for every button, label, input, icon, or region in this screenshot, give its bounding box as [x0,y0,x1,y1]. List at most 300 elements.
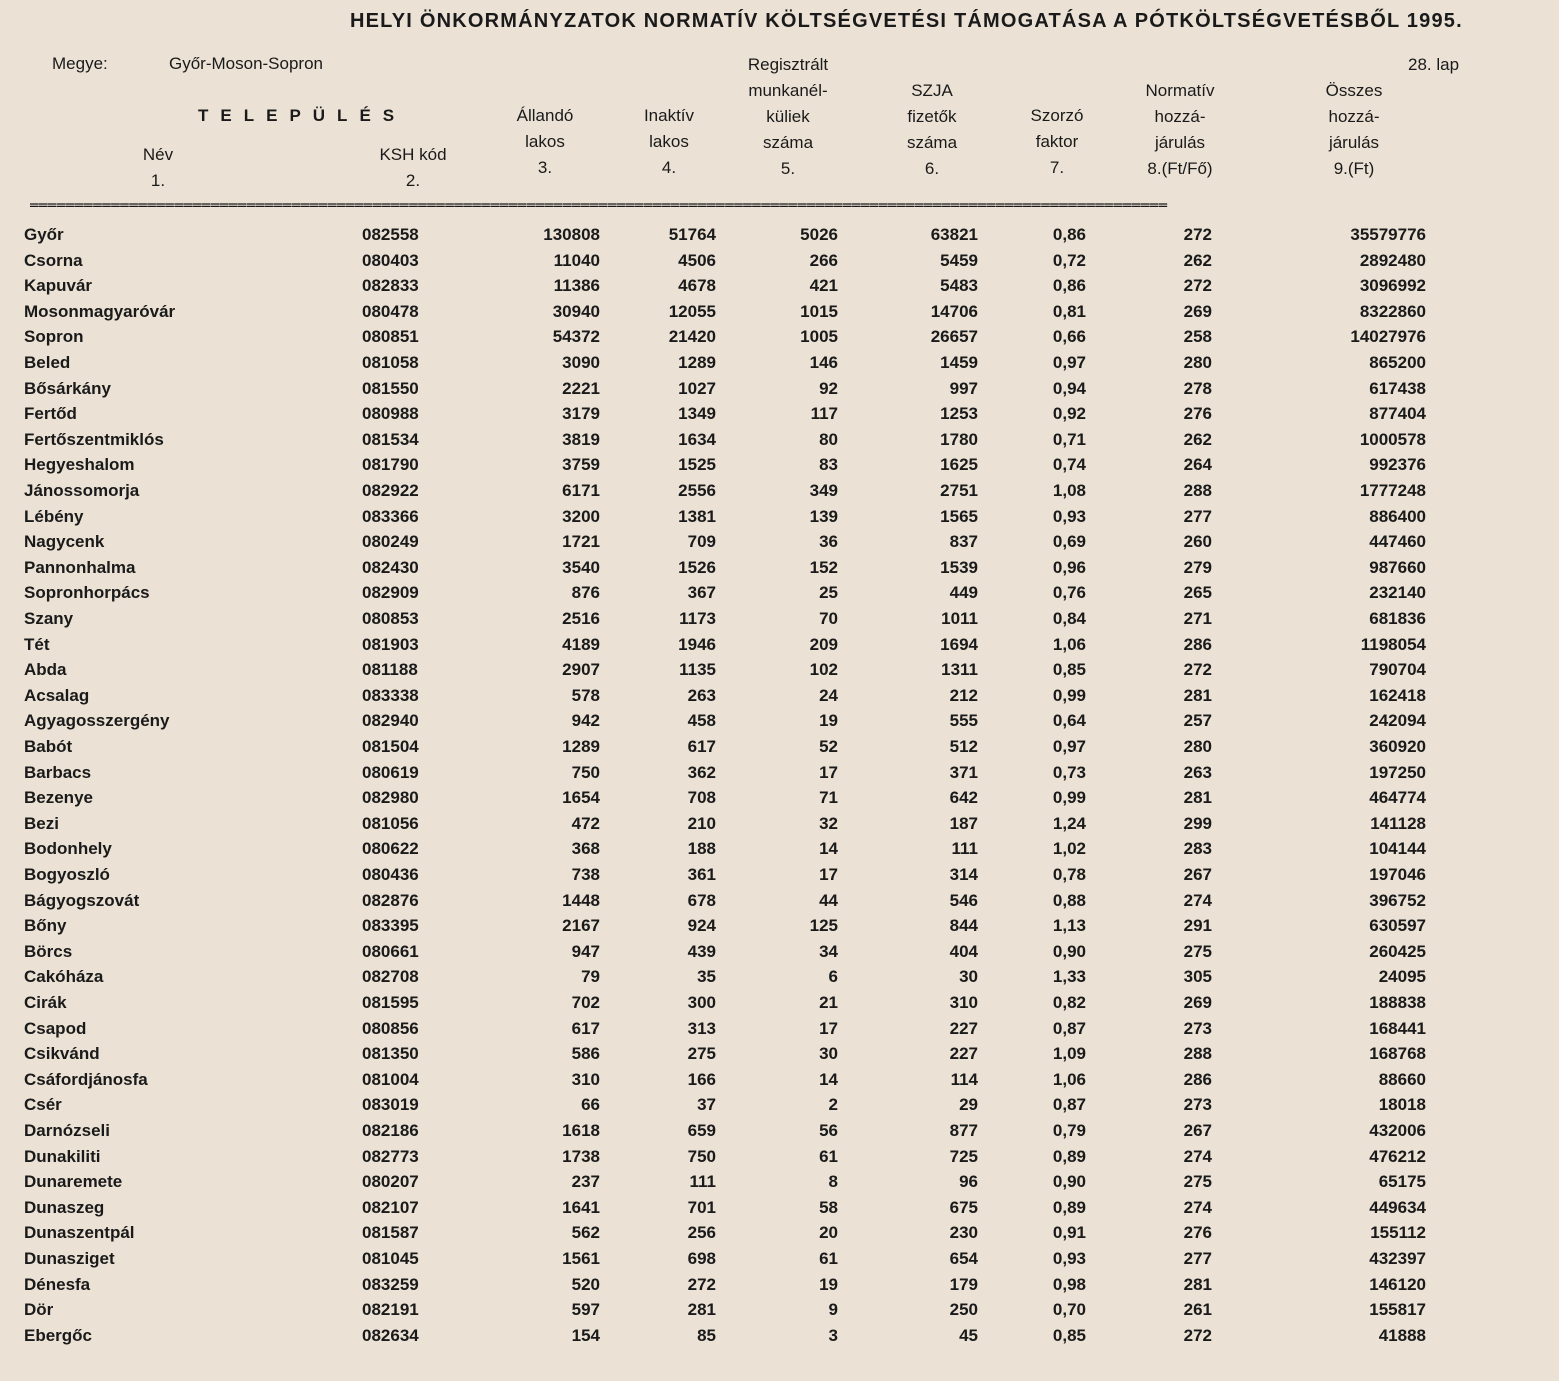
cell-col1: Nagycenk [24,532,105,552]
cell-col7: 0,89 [1052,1146,1086,1166]
cell-col4: 1349 [678,404,716,424]
cell-col9: 65175 [1378,1172,1426,1192]
cell-col3: 947 [571,941,600,961]
cell-col5: 61 [819,1146,838,1166]
table-row [0,225,1559,251]
header-col6-line: száma [906,133,958,152]
cell-col3: 237 [571,1172,600,1192]
cell-col3: 597 [571,1300,600,1320]
header-col9 [1304,78,1404,182]
cell-col9: 24095 [1378,967,1426,987]
page-number: 28. lap [1408,55,1460,74]
cell-col1: Cakóháza [24,967,104,987]
cell-col1: Csorna [24,250,83,270]
table-row [0,532,1559,558]
cell-col2: 081534 [362,429,419,449]
cell-col7: 0,93 [1052,1249,1086,1268]
cell-col3: 562 [571,1223,600,1243]
cell-col3: 11040 [553,250,600,270]
table-row [0,1044,1559,1070]
cell-col4: 1634 [678,429,716,449]
cell-col1: Bogyoszló [24,865,110,884]
cell-col7: 0,64 [1052,711,1086,731]
cell-col5: 80 [819,429,838,449]
cell-col8: 274 [1183,1146,1212,1166]
cell-col7: 1,24 [1052,813,1086,833]
cell-col3: 1561 [562,1249,600,1268]
table-row [0,251,1559,277]
cell-col9: 992376 [1369,455,1426,475]
header-col4-line: Inaktív [643,106,695,125]
cell-col9: 1777248 [1359,481,1426,500]
cell-col2: 083019 [362,1095,419,1115]
cell-col7: 0,98 [1052,1274,1086,1294]
cell-col4: 708 [687,788,716,808]
cell-col5: 209 [809,634,838,654]
table-row [0,276,1559,302]
cell-col6: 1253 [940,404,978,424]
cell-col8: 274 [1183,1197,1212,1217]
header-col1 [128,142,188,194]
table-row [0,865,1559,891]
cell-col9: 865200 [1369,353,1426,372]
county-label: Megye: [52,54,108,73]
cell-col3: 1289 [562,737,600,756]
cell-col7: 1,13 [1052,916,1086,936]
cell-col4: 281 [687,1300,716,1320]
cell-col8: 281 [1183,788,1212,808]
header-col1-line: Név [142,145,174,164]
table-row [0,1070,1559,1096]
table-row [0,1147,1559,1173]
cell-col4: 1526 [678,557,716,577]
cell-col6: 837 [949,532,978,552]
cell-col8: 288 [1183,481,1212,500]
cell-col2: 081587 [362,1223,419,1243]
cell-col5: 17 [819,1018,838,1038]
cell-col1: Csáfordjánosfa [24,1069,148,1089]
cell-col9: 360920 [1369,737,1426,756]
cell-col6: 14706 [930,301,978,321]
cell-col3: 154 [571,1325,600,1345]
cell-col2: 083338 [362,685,419,705]
table-row [0,916,1559,942]
cell-col9: 232140 [1369,583,1426,603]
cell-col6: 30 [959,967,978,987]
table-row [0,737,1559,763]
header-col3 [500,103,590,181]
table-row [0,814,1559,840]
cell-col5: 32 [819,813,838,833]
table-row [0,507,1559,533]
cell-col1: Dunaremete [24,1172,123,1192]
cell-col1: Mosonmagyaróvár [24,301,176,321]
cell-col6: 654 [949,1249,978,1268]
cell-col8: 272 [1183,225,1212,244]
cell-col3: 520 [571,1274,600,1294]
cell-col6: 2751 [940,481,978,500]
cell-col3: 702 [571,993,600,1012]
cell-col6: 1780 [940,429,978,449]
cell-col7: 0,71 [1052,429,1086,449]
cell-col7: 0,96 [1052,557,1086,577]
cell-col9: 886400 [1369,506,1426,526]
table-row [0,1095,1559,1121]
cell-col2: 082107 [362,1197,419,1217]
cell-col4: 4678 [678,276,716,296]
cell-col2: 082191 [362,1300,419,1320]
cell-col1: Dör [24,1300,54,1320]
cell-col5: 117 [810,404,838,424]
cell-col6: 114 [950,1069,978,1089]
cell-col3: 2167 [562,916,600,936]
cell-col9: 242094 [1369,711,1426,731]
table-row [0,1121,1559,1147]
cell-col3: 368 [571,839,600,859]
cell-col2: 082430 [362,557,419,577]
cell-col5: 92 [819,378,838,398]
cell-col6: 675 [949,1197,978,1217]
cell-col1: Darnózseli [24,1121,110,1140]
cell-col8: 273 [1183,1095,1212,1115]
cell-col1: Agyagosszergény [24,711,170,731]
cell-col4: 51764 [668,225,716,244]
cell-col1: Jánossomorja [24,481,140,500]
cell-col7: 0,70 [1052,1300,1086,1320]
cell-col4: 362 [687,762,716,782]
header-col8 [1130,78,1230,182]
cell-col3: 1654 [562,788,600,808]
header-col4-line: 4. [661,158,677,177]
cell-col4: 458 [687,711,716,731]
cell-col7: 0,87 [1052,1018,1086,1038]
cell-col3: 472 [571,813,600,833]
cell-col8: 269 [1183,993,1212,1012]
cell-col5: 152 [809,557,838,577]
cell-col7: 0,90 [1052,1172,1086,1192]
cell-col6: 26657 [930,327,978,347]
cell-col2: 081550 [362,378,419,398]
cell-col4: 275 [687,1044,716,1064]
header-col7-line: 7. [1049,158,1065,177]
table-row [0,558,1559,584]
cell-col1: Sopron [24,327,84,347]
cell-col3: 617 [571,1018,600,1038]
header-col5 [730,52,846,182]
cell-col5: 17 [819,865,838,884]
cell-col5: 36 [819,532,838,552]
cell-col7: 0,66 [1052,327,1086,347]
header-col6-line: fizetők [907,107,957,126]
header-col8-line: járulás [1154,133,1206,152]
cell-col8: 271 [1183,609,1212,628]
cell-col7: 0,85 [1052,660,1086,680]
table-row [0,1249,1559,1275]
cell-col8: 262 [1183,250,1212,270]
cell-col9: 476212 [1369,1146,1426,1166]
cell-col4: 1946 [678,634,716,654]
cell-col7: 1,09 [1052,1044,1086,1064]
cell-col1: Fertőszentmiklós [24,429,164,449]
cell-col7: 1,33 [1052,967,1086,987]
cell-col4: 678 [687,890,716,910]
cell-col8: 283 [1183,839,1212,859]
cell-col8: 262 [1183,429,1212,449]
cell-col7: 0,91 [1052,1223,1086,1243]
cell-col4: 272 [687,1274,716,1294]
cell-col8: 261 [1183,1300,1212,1320]
header-col6 [882,78,982,182]
cell-col7: 0,79 [1052,1121,1086,1140]
cell-col8: 286 [1183,634,1212,654]
cell-col4: 21420 [668,327,716,347]
cell-col9: 1000578 [1359,429,1426,449]
cell-col5: 2 [828,1095,838,1115]
cell-col9: 14027976 [1350,327,1426,347]
cell-col7: 1,02 [1052,839,1086,859]
cell-col6: 1539 [940,557,978,577]
table-row [0,302,1559,328]
cell-col5: 20 [819,1223,838,1243]
cell-col6: 5459 [940,250,978,270]
cell-col1: Tét [24,634,50,654]
table-row [0,660,1559,686]
cell-col2: 081056 [362,813,419,833]
cell-col9: 155817 [1369,1300,1426,1320]
cell-col2: 082634 [362,1325,419,1345]
cell-col4: 188 [687,839,716,859]
table-row [0,481,1559,507]
cell-col6: 179 [949,1274,978,1294]
cell-col3: 1448 [562,890,600,910]
cell-col5: 21 [819,993,838,1012]
cell-col2: 080853 [362,609,419,628]
table-row [0,353,1559,379]
cell-col4: 1173 [679,609,716,628]
cell-col5: 125 [809,916,838,936]
cell-col6: 45 [959,1325,978,1345]
cell-col3: 2516 [562,609,600,628]
cell-col8: 275 [1183,941,1212,961]
cell-col2: 081058 [362,353,419,372]
cell-col1: Beled [24,353,71,372]
cell-col3: 130808 [543,225,600,244]
cell-col3: 876 [571,583,600,603]
cell-col5: 14 [819,1069,838,1089]
cell-col9: 447460 [1369,532,1426,552]
cell-col3: 2221 [562,378,600,398]
cell-col2: 081188 [362,660,418,680]
cell-col8: 281 [1183,685,1212,705]
cell-col5: 349 [809,481,838,500]
cell-col4: 210 [687,813,716,833]
cell-col1: Csapod [24,1018,87,1038]
cell-col3: 1721 [562,532,600,552]
cell-col5: 83 [819,455,838,475]
header-col2-line: KSH kód [379,145,447,164]
cell-col5: 19 [819,711,838,731]
cell-col4: 85 [697,1325,716,1345]
cell-col6: 546 [949,890,978,910]
cell-col3: 310 [571,1069,600,1089]
cell-col6: 404 [949,941,978,961]
cell-col2: 083259 [362,1274,419,1294]
header-col3-line: lakos [525,132,565,151]
cell-col9: 35579776 [1350,225,1426,244]
cell-col7: 0,78 [1052,865,1086,884]
cell-col5: 19 [819,1274,838,1294]
cell-col9: 168441 [1369,1018,1426,1038]
cell-col4: 924 [687,916,716,936]
cell-col5: 52 [819,737,838,756]
header-col5-line: 5. [780,159,796,178]
cell-col8: 280 [1183,353,1212,372]
table-row [0,967,1559,993]
cell-col9: 1198054 [1360,634,1426,654]
cell-col6: 371 [949,762,978,782]
cell-col8: 277 [1183,506,1212,526]
cell-col1: Lébény [24,506,84,526]
cell-col7: 1,06 [1052,634,1086,654]
cell-col2: 080856 [362,1018,419,1038]
cell-col6: 230 [949,1223,978,1243]
cell-col2: 080207 [362,1172,419,1192]
header-col6-line: 6. [924,159,940,178]
cell-col9: 197046 [1369,865,1426,884]
cell-col2: 083366 [362,506,419,526]
cell-col2: 082708 [362,967,419,987]
cell-col7: 0,93 [1052,506,1086,526]
header-col7 [1015,103,1099,181]
cell-col1: Csér [24,1095,62,1115]
cell-col4: 1289 [678,353,716,372]
cell-col4: 698 [687,1249,716,1268]
table-row [0,1198,1559,1224]
cell-col4: 1135 [679,660,716,680]
cell-col2: 080249 [362,532,419,552]
telepules-header: TELEPÜLÉS [198,106,407,125]
cell-col8: 264 [1183,455,1212,475]
cell-col4: 300 [687,993,716,1012]
table-row [0,455,1559,481]
header-col9-line: 9.(Ft) [1333,159,1375,178]
cell-col9: 396752 [1369,890,1426,910]
cell-col6: 314 [949,865,978,884]
cell-col6: 1694 [940,634,978,654]
cell-col1: Csikvánd [24,1044,100,1064]
cell-col5: 24 [819,685,838,705]
cell-col1: Bodonhely [24,839,112,859]
cell-col1: Pannonhalma [24,557,136,577]
cell-col5: 61 [819,1249,838,1268]
cell-col4: 750 [687,1146,716,1166]
cell-col6: 310 [949,993,978,1012]
header-col9-line: hozzá- [1328,107,1380,126]
header-col5-line: száma [762,133,814,152]
cell-col6: 227 [949,1018,978,1038]
cell-col7: 0,90 [1052,941,1086,961]
header-col8-line: 8.(Ft/Fő) [1147,159,1213,178]
cell-col5: 102 [809,660,838,680]
cell-col1: Bősárkány [24,378,111,398]
cell-col9: 630597 [1369,916,1426,936]
cell-col3: 3179 [562,404,600,424]
cell-col8: 263 [1183,762,1212,782]
cell-col2: 081504 [362,737,419,756]
cell-col2: 081004 [362,1069,419,1089]
table-row [0,1223,1559,1249]
cell-col3: 1618 [562,1121,600,1140]
cell-col5: 139 [809,506,838,526]
cell-col9: 2892480 [1359,250,1426,270]
header-col5-line: munkanél- [748,81,828,100]
table-row [0,1300,1559,1326]
cell-col1: Dunaszeg [24,1197,105,1217]
cell-col3: 66 [581,1095,600,1115]
table-row [0,609,1559,635]
cell-col7: 0,72 [1052,250,1086,270]
cell-col6: 96 [959,1172,978,1192]
cell-col8: 272 [1183,660,1212,680]
cell-col6: 844 [949,916,978,936]
cell-col4: 263 [687,685,716,705]
cell-col8: 288 [1183,1044,1212,1064]
cell-col9: 162418 [1369,685,1426,705]
cell-col4: 35 [697,967,716,987]
cell-col1: Abda [24,660,67,680]
cell-col3: 586 [571,1044,600,1064]
cell-col8: 305 [1183,967,1212,987]
cell-col2: 083395 [362,916,419,936]
cell-col9: 168768 [1369,1044,1426,1064]
cell-col2: 082909 [362,583,419,603]
cell-col7: 0,86 [1052,225,1086,244]
document-title: HELYI ÖNKORMÁNYZATOK NORMATÍV KÖLTSÉGVETÉSI TÁMOGATÁSA A PÓTKÖLTSÉGVETÉSBŐL 1995. [350,10,1463,32]
cell-col5: 71 [819,788,838,808]
cell-col5: 8 [828,1172,838,1192]
cell-col7: 0,85 [1052,1325,1086,1345]
cell-col9: 197250 [1369,762,1426,782]
cell-col6: 250 [949,1300,978,1320]
cell-col4: 2556 [678,481,716,500]
table-row [0,1172,1559,1198]
cell-col7: 0,88 [1052,890,1086,910]
cell-col8: 286 [1183,1069,1212,1089]
cell-col8: 272 [1183,1325,1212,1345]
cell-col4: 313 [687,1018,716,1038]
cell-col3: 54372 [552,327,600,347]
header-col3-line: Állandó [516,106,574,125]
cell-col7: 0,99 [1052,685,1086,705]
cell-col3: 1641 [562,1197,600,1217]
table-row [0,583,1559,609]
header-col4 [624,103,714,181]
cell-col9: 18018 [1378,1095,1426,1115]
header-col2 [368,142,458,194]
cell-col3: 2907 [562,660,600,680]
cell-col3: 3540 [562,557,600,577]
cell-col3: 11386 [553,276,600,296]
cell-col2: 082940 [362,711,419,731]
table-row [0,327,1559,353]
cell-col6: 877 [949,1121,978,1140]
cell-col5: 17 [819,762,838,782]
cell-col1: Bezi [24,813,59,833]
cell-col1: Hegyeshalom [24,455,135,475]
cell-col8: 277 [1183,1249,1212,1268]
table-row [0,788,1559,814]
cell-col6: 1011 [941,609,978,628]
